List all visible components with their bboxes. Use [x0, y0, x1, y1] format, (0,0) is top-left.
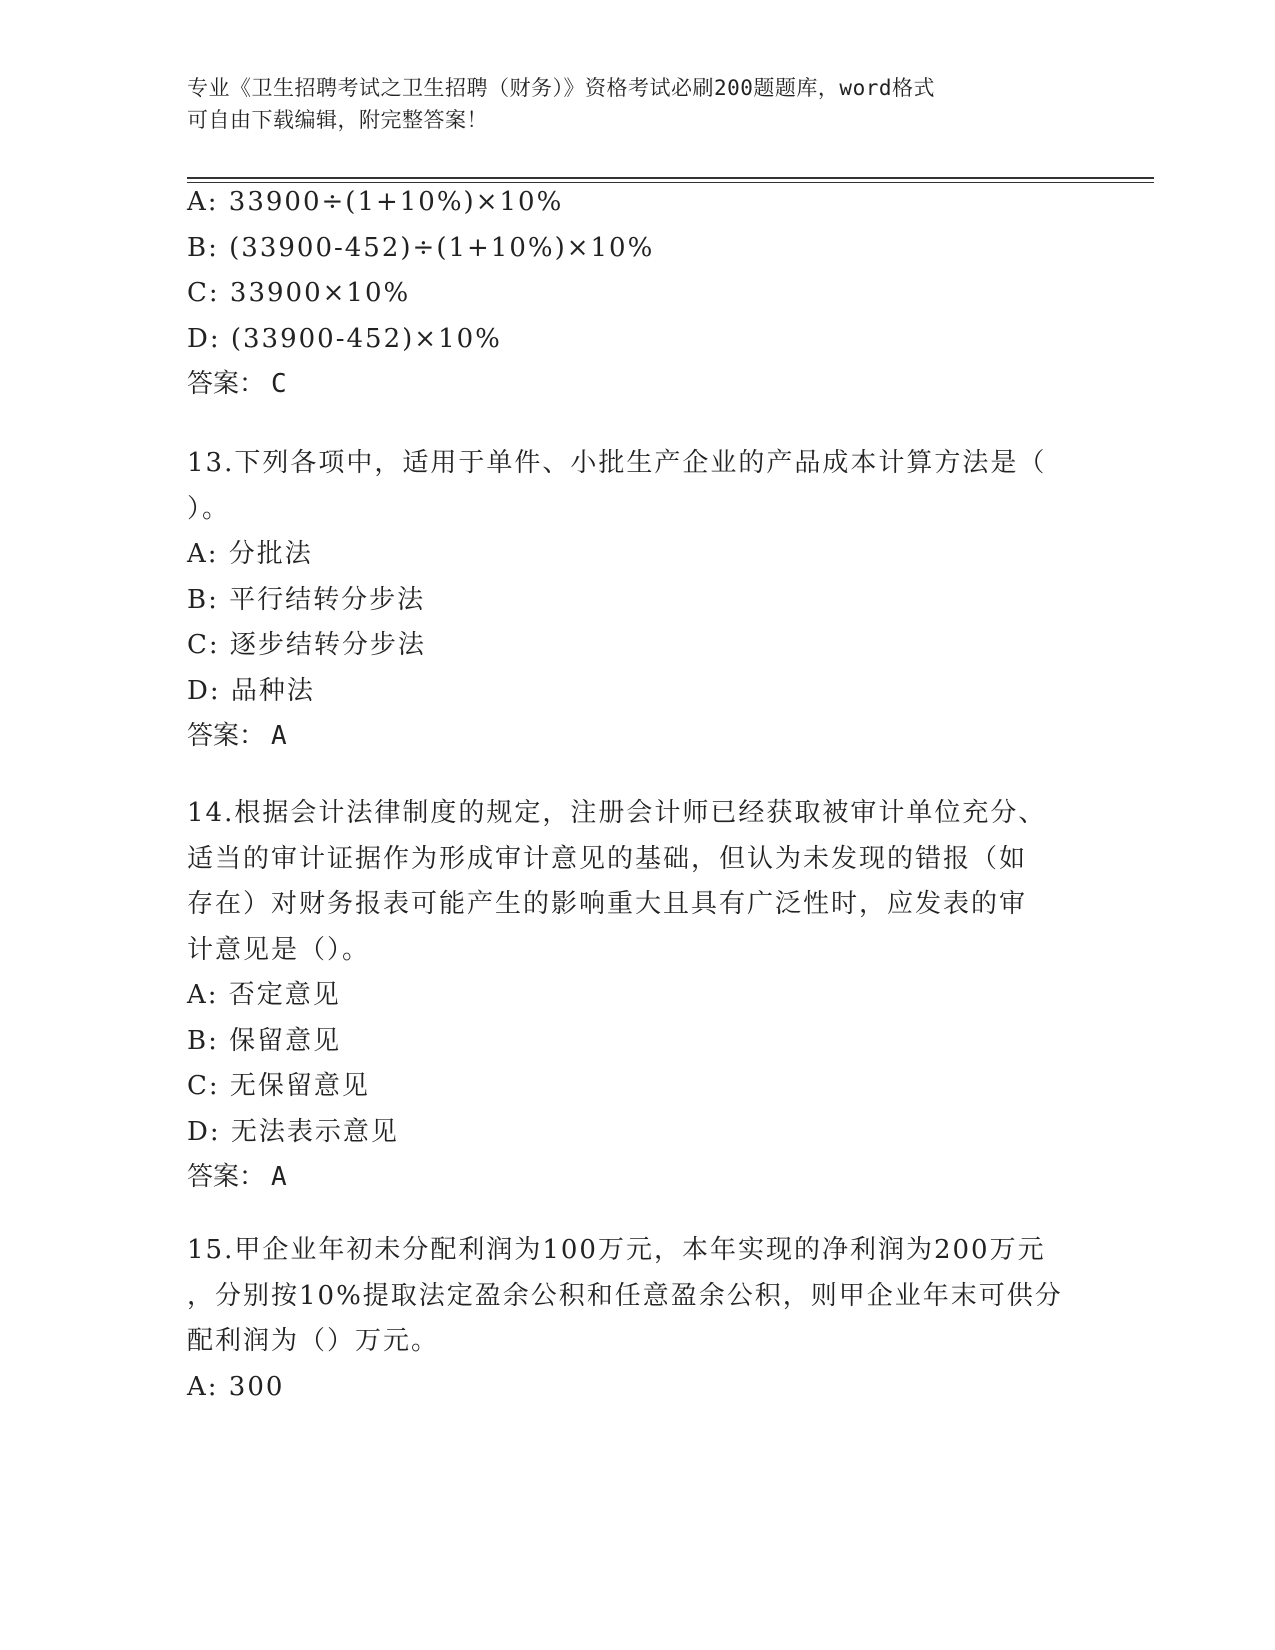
question-stem-line: ）。	[187, 493, 231, 524]
question-stem-line: 适当的审计证据作为形成审计意见的基础，但认为未发现的错报（如	[187, 843, 1028, 874]
option-b: B: 平行结转分步法	[187, 584, 426, 615]
question-stem-line: 配利润为（）万元。	[187, 1326, 440, 1356]
answer-key: A	[271, 721, 287, 751]
answer-key: A	[271, 1162, 287, 1192]
question-15	[187, 1228, 1063, 1410]
answer-label: 答案：	[187, 721, 266, 751]
question-12-continued	[187, 180, 654, 408]
answer-line	[187, 714, 1046, 760]
option-a: A: 否定意见	[187, 980, 341, 1010]
option-a: A: 分批法	[187, 539, 313, 569]
option-d: D: 品种法	[187, 675, 315, 706]
header-line-2: 可自由下载编辑，附完整答案！	[187, 108, 488, 132]
question-stem-line: 存在）对财务报表可能产生的影响重大且具有广泛性时，应发表的审	[187, 889, 1028, 919]
question-13	[187, 441, 1046, 760]
option-a: A: 300	[187, 1371, 285, 1402]
option-c: C: 33900×10%	[187, 278, 411, 308]
answer-key: C	[271, 369, 287, 399]
answer-label: 答案：	[187, 1162, 266, 1192]
document-header	[187, 72, 1067, 136]
header-line-1: 专业《卫生招聘考试之卫生招聘（财务）》资格考试必刷200题题库，word格式	[187, 76, 935, 100]
option-a: A: 33900÷(1+10%)×10%	[187, 187, 564, 217]
answer-line	[187, 362, 654, 408]
header-divider	[187, 177, 1154, 179]
question-stem-line: 14.根据会计法律制度的规定，注册会计师已经获取被审计单位充分、	[187, 798, 1047, 828]
question-stem-line: ，分别按10%提取法定盈余公积和任意盈余公积，则甲企业年末可供分	[187, 1280, 1063, 1311]
option-d: D: (33900-452)×10%	[187, 323, 502, 354]
option-d: D: 无法表示意见	[187, 1116, 399, 1147]
option-b: B: 保留意见	[187, 1025, 342, 1056]
option-b: B: (33900-452)÷(1+10%)×10%	[187, 232, 655, 263]
question-14	[187, 791, 1046, 1201]
option-c: C: 无保留意见	[187, 1071, 370, 1101]
question-stem-line: 15.甲企业年初未分配利润为100万元，本年实现的净利润为200万元	[187, 1235, 1046, 1265]
question-stem-line: 13.下列各项中，适用于单件、小批生产企业的产品成本计算方法是（	[187, 448, 1047, 478]
question-stem-line: 计意见是（）。	[187, 934, 371, 965]
answer-label: 答案：	[187, 369, 266, 399]
option-c: C: 逐步结转分步法	[187, 630, 426, 660]
answer-line	[187, 1155, 1046, 1201]
